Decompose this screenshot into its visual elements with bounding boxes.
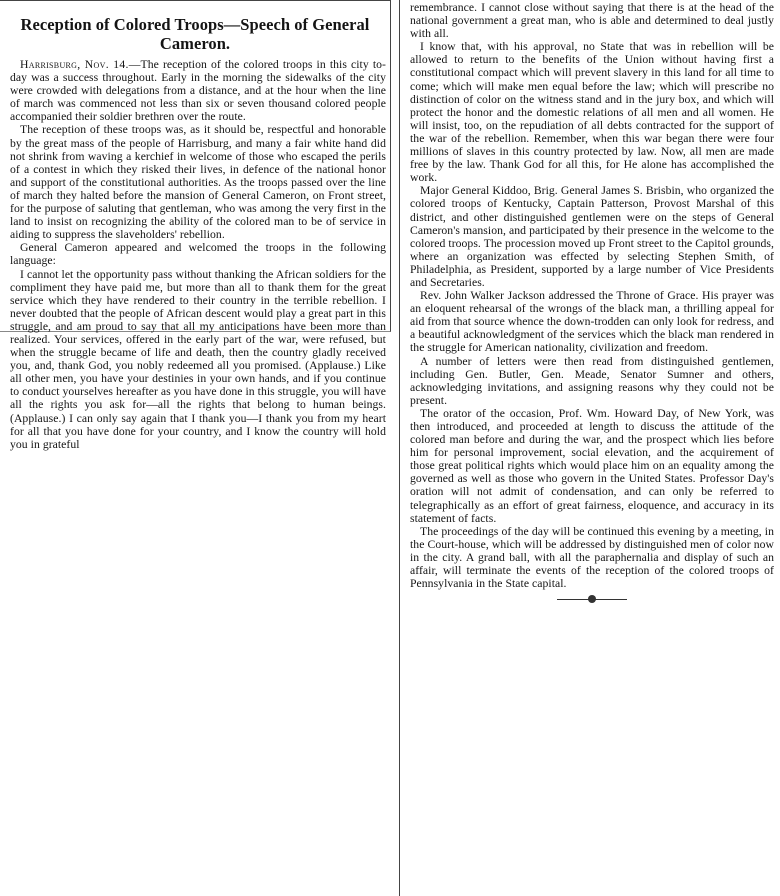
paragraph: Rev. John Walker Jackson addressed the Throne of Grace. His prayer was an eloquent rehearsal of the wrongs of the black man, a thrilling appeal for aid from that source whence the down-trodden can only look for redress, and a beautiful acknowledgment of the services which the black man rendered in the struggle for American nationality, civilization and freedom. xyxy=(410,289,774,355)
article-headline: Reception of Colored Troops—Speech of General Cameron. xyxy=(20,15,370,53)
paragraph: General Cameron appeared and welcomed the troops in the following language: xyxy=(10,241,386,268)
rule-ornament xyxy=(588,595,596,603)
paragraph: A number of letters were then read from distinguished gentlemen, including Gen. Butler, Gen. Meade, Senator Sumner and others, acknowledging invitations, and assigning reasons why they could not be present. xyxy=(410,354,774,407)
speech-paragraph: I cannot let the opportunity pass without thanking the African soldiers for the compliment they have paid me, but more than all to thank them for the great service which they have rendered to their country in the terrible rebellion. I never doubted that the people of African descent would play a great part in this struggle, and am proud to say that all my anticipations have been more than realized. Your services, offered in the early part of the war, were refused, but when the struggle became of life and death, then the country gladly received you, and, thank God, you nobly redeemed all you promised. (Applause.) Like all other men, you have your destinies in your own hands, and if you continue to conduct yourselves hereafter as you have done in this struggle, you will have all the rights you ask for—all the rights that belong to human beings. (Applause.) I can only say again that I thank you—I thank you from my heart for all that you have done for your country, and I know the country will hold you in grateful xyxy=(10,267,386,451)
paragraph: Major General Kiddoo, Brig. General James S. Brisbin, who organized the colored troops of Kentucky, Captain Patterson, Provost Marshal of this district, and other distinguished gentlemen were on the steps of General Cameron's mansion, and participated by their presence in the welcome to the colored troops. The procession moved up Front street to the Capitol grounds, where an organization was effected by selecting Stephen Smith, of Philadelphia, as President, supported by a large number of Vice Presidents and Secretaries. xyxy=(410,184,774,289)
speech-continuation: remembrance. I cannot close without saying that there is at the head of the national government a great man, who is able and determined to deal justly with all. xyxy=(410,1,774,41)
paragraph: I know that, with his approval, no State that was in rebellion will be allowed to return to the benefits of the Union without having first a constitutional compact which will prevent slavery in this land for all time to come; which will make men equal before the law; which will prescribe no distinction of color on the witness stand and in the jury box, and which will protect the honor and the domestic relations of all men and all women. He will insist, too, on the repudiation of all debts contracted for the support of the war of the rebellion. Remember, when this war began there were four millions of slaves in this country protected by law. Now, all men are made free by the law. Thank God for all this, for He alone has accomplished the work. xyxy=(410,40,774,185)
lead-paragraph xyxy=(10,58,386,123)
lead-paragraph-text: —The reception of the colored troops in this city to-day was a success throughout. Early in the morning the sidewalks of the city were crowded with delegations from a distance, and at the hour when the line of march was commenced not less than six or seven thousand colored people accompanied their soldier brethren over the route. xyxy=(10,58,386,124)
paragraph: The reception of these troops was, as it should be, respectful and honorable by the great mass of the people of Harrisburg, and many a fair white hand did not shrink from waving a kerchief in welcome of those who escaped the perils of a contest in which they risked their lives, in defence of the national honor and support of the constitutional authorities. As the troops passed over the line of march they halted before the mansion of General Cameron, on Front street, for the purpose of saluting that gentleman, who was among the very first in the land to insist on recognizing the ability of the colored man to be of service in aiding to suppress the slaveholders' rebellion. xyxy=(10,123,386,242)
right-column xyxy=(399,0,780,896)
left-column xyxy=(0,0,391,451)
paragraph: The orator of the occasion, Prof. Wm. Howard Day, of New York, was then introduced, and proceeded at length to discuss the attitude of the colored man before and during the war, and the prospect which lies before him for personal improvement, social elevation, and the acquirement of those great political rights which would place him on an equality among the governed as well as those who govern in the United States. Professor Day's oration will not admit of condensation, and can only be referred to telegraphically as an effort of great fairness, eloquence, and accuracy in its statement of facts. xyxy=(410,406,774,525)
end-of-article-rule xyxy=(557,594,627,604)
dateline: Harrisburg, Nov. 14. xyxy=(20,58,129,71)
paragraph: The proceedings of the day will be continued this evening by a meeting, in the Court-house, which will be addressed by distinguished men of color now in the city. A grand ball, with all the paraphernalia and display of such an affair, will terminate the events of the reception of the colored troops of Pennsylvania in the State capital. xyxy=(410,524,774,591)
